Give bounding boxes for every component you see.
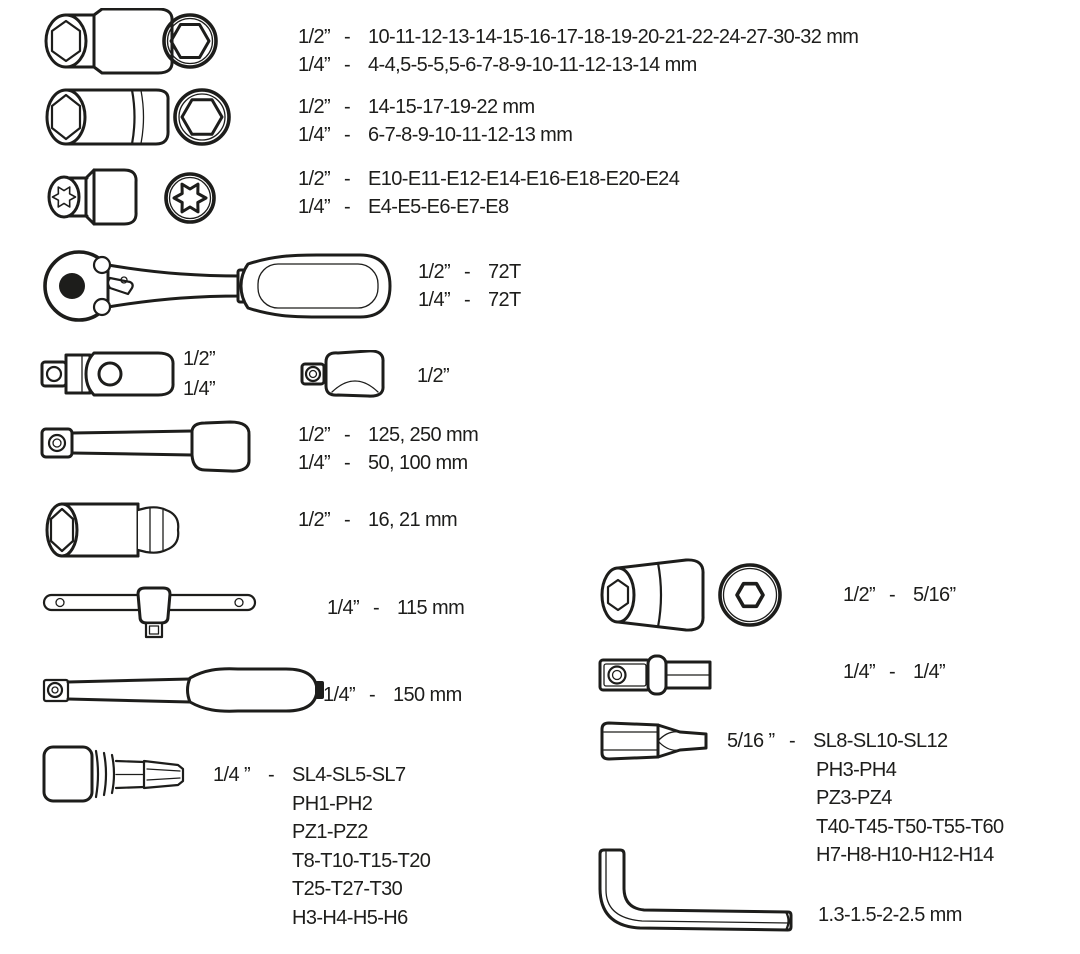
size-values: 115 mm <box>397 597 465 619</box>
size-values: 50, 100 mm <box>368 452 468 474</box>
bit-sizes: T40-T45-T50-T55-T60 <box>816 815 1004 838</box>
quarter-adapter-illustration <box>598 653 713 702</box>
spec-line <box>298 449 478 477</box>
extension-bar-illustration <box>40 420 255 480</box>
separator: - <box>464 261 471 283</box>
e-torx-sockets-spec <box>298 165 679 221</box>
drive-size: 1/4” <box>298 54 331 76</box>
separator: - <box>889 584 896 606</box>
spec-line <box>298 421 478 449</box>
size-values: 1.3-1.5-2-2.5 mm <box>818 904 962 926</box>
spec-line <box>298 165 679 193</box>
bit-sizes: T25-T27-T30 <box>292 878 403 900</box>
size-values: 14-15-17-19-22 mm <box>368 96 535 118</box>
hex-key-illustration <box>592 848 797 945</box>
drive-size: 1/2” <box>298 509 331 531</box>
spec-line <box>298 23 858 51</box>
spec-line <box>843 581 956 609</box>
drive-size: 1/4” <box>298 452 331 474</box>
bit-sizes: SL4-SL5-SL7 <box>292 764 406 786</box>
universal-joint-spec <box>183 344 229 404</box>
drive-size: 1/4” <box>298 124 331 146</box>
bit-socket-illustration <box>42 745 190 810</box>
size-values: 4-4,5-5-5,5-6-7-8-9-10-11-12-13-14 mm <box>368 54 697 76</box>
extension-bars-spec <box>298 421 478 477</box>
spec-line <box>418 286 521 314</box>
separator: - <box>344 509 351 531</box>
drive-size: 1/4 ” <box>213 764 251 786</box>
standard-sockets-spec <box>298 23 858 79</box>
drive-size: 1/2” <box>183 348 216 370</box>
separator: - <box>344 26 351 48</box>
e-torx-socket-illustration <box>40 166 225 235</box>
bit-sizes: PZ3-PZ4 <box>816 787 892 809</box>
drive-size: 1/4” <box>418 289 451 311</box>
spec-line <box>213 904 430 933</box>
spec-line <box>327 594 464 622</box>
separator: - <box>344 196 351 218</box>
drive-size: 1/2” <box>298 26 331 48</box>
drive-size: 1/4” <box>183 378 216 400</box>
bit-sizes: H3-H4-H5-H6 <box>292 906 408 929</box>
drive-size: 1/2” <box>417 365 450 387</box>
spec-line <box>183 344 229 374</box>
size-values: 5/16” <box>913 584 956 606</box>
drive-size: 1/4” <box>843 661 876 683</box>
spec-line <box>727 813 1004 842</box>
spec-line <box>727 784 1004 813</box>
t-bar-illustration <box>42 585 257 648</box>
spec-line <box>818 901 962 929</box>
drive-size: 1/2” <box>418 261 451 283</box>
drive-size: 1/4” <box>327 597 360 619</box>
spec-line <box>298 121 572 149</box>
bit-sizes: PZ1-PZ2 <box>292 821 368 843</box>
spec-line <box>183 374 229 404</box>
spec-line <box>323 681 462 709</box>
size-values: 6-7-8-9-10-11-12-13 mm <box>368 124 573 146</box>
separator: - <box>344 424 351 446</box>
bit-illustration <box>600 720 712 767</box>
bit-sizes: PH3-PH4 <box>816 758 897 781</box>
spark-plug-sockets-spec <box>298 506 457 534</box>
spec-line <box>213 818 430 847</box>
hex-keys-spec <box>818 901 962 929</box>
spec-line <box>298 193 679 221</box>
spec-line <box>213 761 430 790</box>
spec-line <box>213 847 430 876</box>
spec-line <box>298 93 572 121</box>
spec-line <box>843 658 945 686</box>
adapter-spec <box>417 362 463 390</box>
spec-line <box>727 756 1004 785</box>
deep-sockets-spec <box>298 93 572 149</box>
universal-joint-illustration <box>40 345 180 408</box>
separator: - <box>344 96 351 118</box>
spinner-handle-spec <box>323 681 462 709</box>
ratchet-illustration <box>42 248 397 331</box>
size-values: 16, 21 mm <box>368 509 458 531</box>
size-values: 72T <box>488 289 521 311</box>
drive-size: 1/2” <box>843 584 876 606</box>
bit-socket-spec <box>213 761 430 932</box>
spec-line <box>418 258 521 286</box>
bit-sizes: SL8-SL10-SL12 <box>813 730 948 752</box>
size-values: 150 mm <box>393 684 462 706</box>
drive-size: 5/16 ” <box>727 730 775 752</box>
drive-size: 1/2” <box>298 424 331 446</box>
separator: - <box>344 168 351 190</box>
size-values: 72T <box>488 261 521 283</box>
drive-size: 1/4” <box>323 684 356 706</box>
spec-line <box>298 506 457 534</box>
spec-line <box>213 790 430 819</box>
separator: - <box>464 289 471 311</box>
drive-size: 1/2” <box>298 168 331 190</box>
ratchet-spec <box>418 258 521 314</box>
separator: - <box>373 597 380 619</box>
adapter-illustration <box>300 350 390 403</box>
size-values: E10-E11-E12-E14-E16-E18-E20-E24 <box>368 168 680 190</box>
drive-size: 1/2” <box>298 96 331 118</box>
size-values: 1/4” <box>913 661 946 683</box>
drive-size: 1/4” <box>298 196 331 218</box>
standard-socket-illustration <box>38 8 228 83</box>
bit-sizes: T8-T10-T15-T20 <box>292 849 431 872</box>
spec-line <box>727 727 1004 756</box>
spec-line <box>417 362 463 390</box>
sliding-t-bar-spec <box>327 594 464 622</box>
size-values: 125, 250 mm <box>368 424 479 446</box>
deep-socket-illustration <box>40 86 235 153</box>
bit-sizes: H7-H8-H10-H12-H14 <box>816 844 994 866</box>
separator: - <box>369 684 376 706</box>
bit-adapter-socket-illustration <box>598 558 798 637</box>
spark-plug-socket-illustration <box>42 500 187 565</box>
spec-line <box>298 51 858 79</box>
bit-adapter-socket-spec <box>843 581 956 609</box>
spinner-handle-illustration <box>42 663 326 723</box>
bit-sizes: PH1-PH2 <box>292 792 373 815</box>
separator: - <box>268 764 275 786</box>
separator: - <box>344 124 351 146</box>
separator: - <box>889 661 896 683</box>
size-values: E4-E5-E6-E7-E8 <box>368 196 509 218</box>
size-values: 10-11-12-13-14-15-16-17-18-19-20-21-22-24-27-30-32 mm <box>368 26 859 48</box>
separator: - <box>344 54 351 76</box>
spec-line <box>213 875 430 904</box>
quarter-adapter-spec <box>843 658 945 686</box>
separator: - <box>344 452 351 474</box>
separator: - <box>789 730 796 752</box>
